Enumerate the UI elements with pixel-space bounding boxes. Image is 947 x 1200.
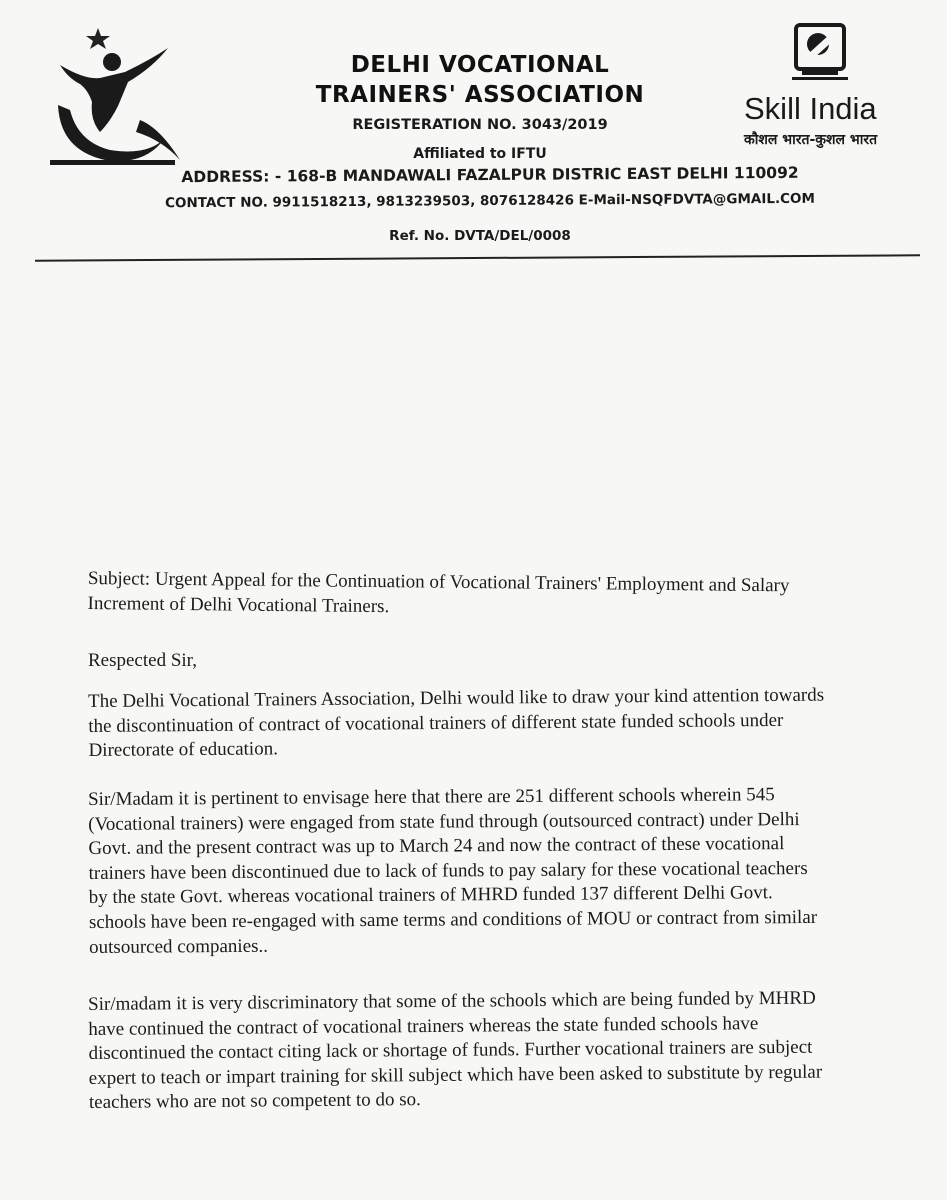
paragraph-line: expert to teach or impart training for skill subject which have been asked to substitute by regular: [88, 1061, 823, 1089]
org-name-line2: TRAINERS' ASSOCIATION: [315, 82, 645, 108]
paragraph-line: Sir/madam it is very discriminatory that some of the schools which are being funded by MHRD: [88, 987, 816, 1015]
paragraph-line: have continued the contract of vocational trainers whereas the state funded schools have: [88, 1012, 759, 1040]
paragraph-line: outsourced companies..: [89, 935, 269, 958]
paragraph-line: Govt. and the present contract was up to March 24 and now the contract of these vocational: [88, 833, 785, 860]
paragraph-line: trainers have been discontinued due to lack of funds to pay salary for these vocational teachers: [88, 857, 808, 884]
paragraph-line: Sir/Madam it is pertinent to envisage here that there are 251 different schools wherein 545: [88, 784, 775, 810]
paragraph-line: discontinued the contact citing lack or shortage of funds. Further vocational trainers are subject: [88, 1036, 813, 1065]
paragraph-line: by the state Govt. whereas vocational trainers of MHRD funded 137 different Delhi Govt.: [88, 882, 773, 909]
subject-line: Increment of Delhi Vocational Trainers.: [87, 592, 390, 617]
reference-number: Ref. No. DVTA/DEL/0008: [389, 228, 571, 244]
org-name-line1: DELHI VOCATIONAL: [350, 52, 610, 78]
subject: [87, 567, 947, 625]
affiliation: Affiliated to IFTU: [413, 146, 547, 162]
paragraph-2: [88, 782, 947, 960]
paragraph-line: The Delhi Vocational Trainers Association, Delhi would like to draw your kind attention towards: [88, 684, 825, 712]
header-divider: [35, 254, 920, 261]
paragraph-line: Directorate of education.: [88, 738, 279, 762]
dvta-logo-icon: [40, 10, 190, 185]
paragraph-line: the discontinuation of contract of vocational trainers of different state funded schools under: [88, 709, 784, 737]
paragraph-line: schools have been re-engaged with same terms and conditions of MOU or contract from similar: [88, 906, 818, 933]
skill-india-logo: [730, 20, 920, 150]
contact-line: CONTACT NO. 9911518213, 9813239503, 8076128426 E-Mail-NSQFDVTA@GMAIL.COM: [165, 190, 815, 212]
skill-india-tagline: कौशल भारत-कुशल भारत: [744, 132, 878, 148]
paragraph-3: [88, 985, 947, 1115]
salutation: Respected Sir,: [88, 650, 197, 671]
address-line: ADDRESS: - 168-B MANDAWALI FAZALPUR DISTRIC EAST DELHI 110092: [181, 163, 799, 187]
subject-line: Subject: Urgent Appeal for the Continuation of Vocational Trainers' Employment and Salary: [87, 567, 790, 597]
paragraph-1: [88, 682, 947, 764]
paragraph-line: teachers who are not so competent to do so.: [88, 1089, 421, 1114]
registration-number: REGISTERATION NO. 3043/2019: [352, 117, 608, 133]
skill-india-title: Skill India: [744, 91, 877, 126]
skill-india-logo-icon: [730, 20, 920, 150]
paragraph-line: (Vocational trainers) were engaged from state fund through (outsourced contract) under Delhi: [88, 808, 800, 835]
